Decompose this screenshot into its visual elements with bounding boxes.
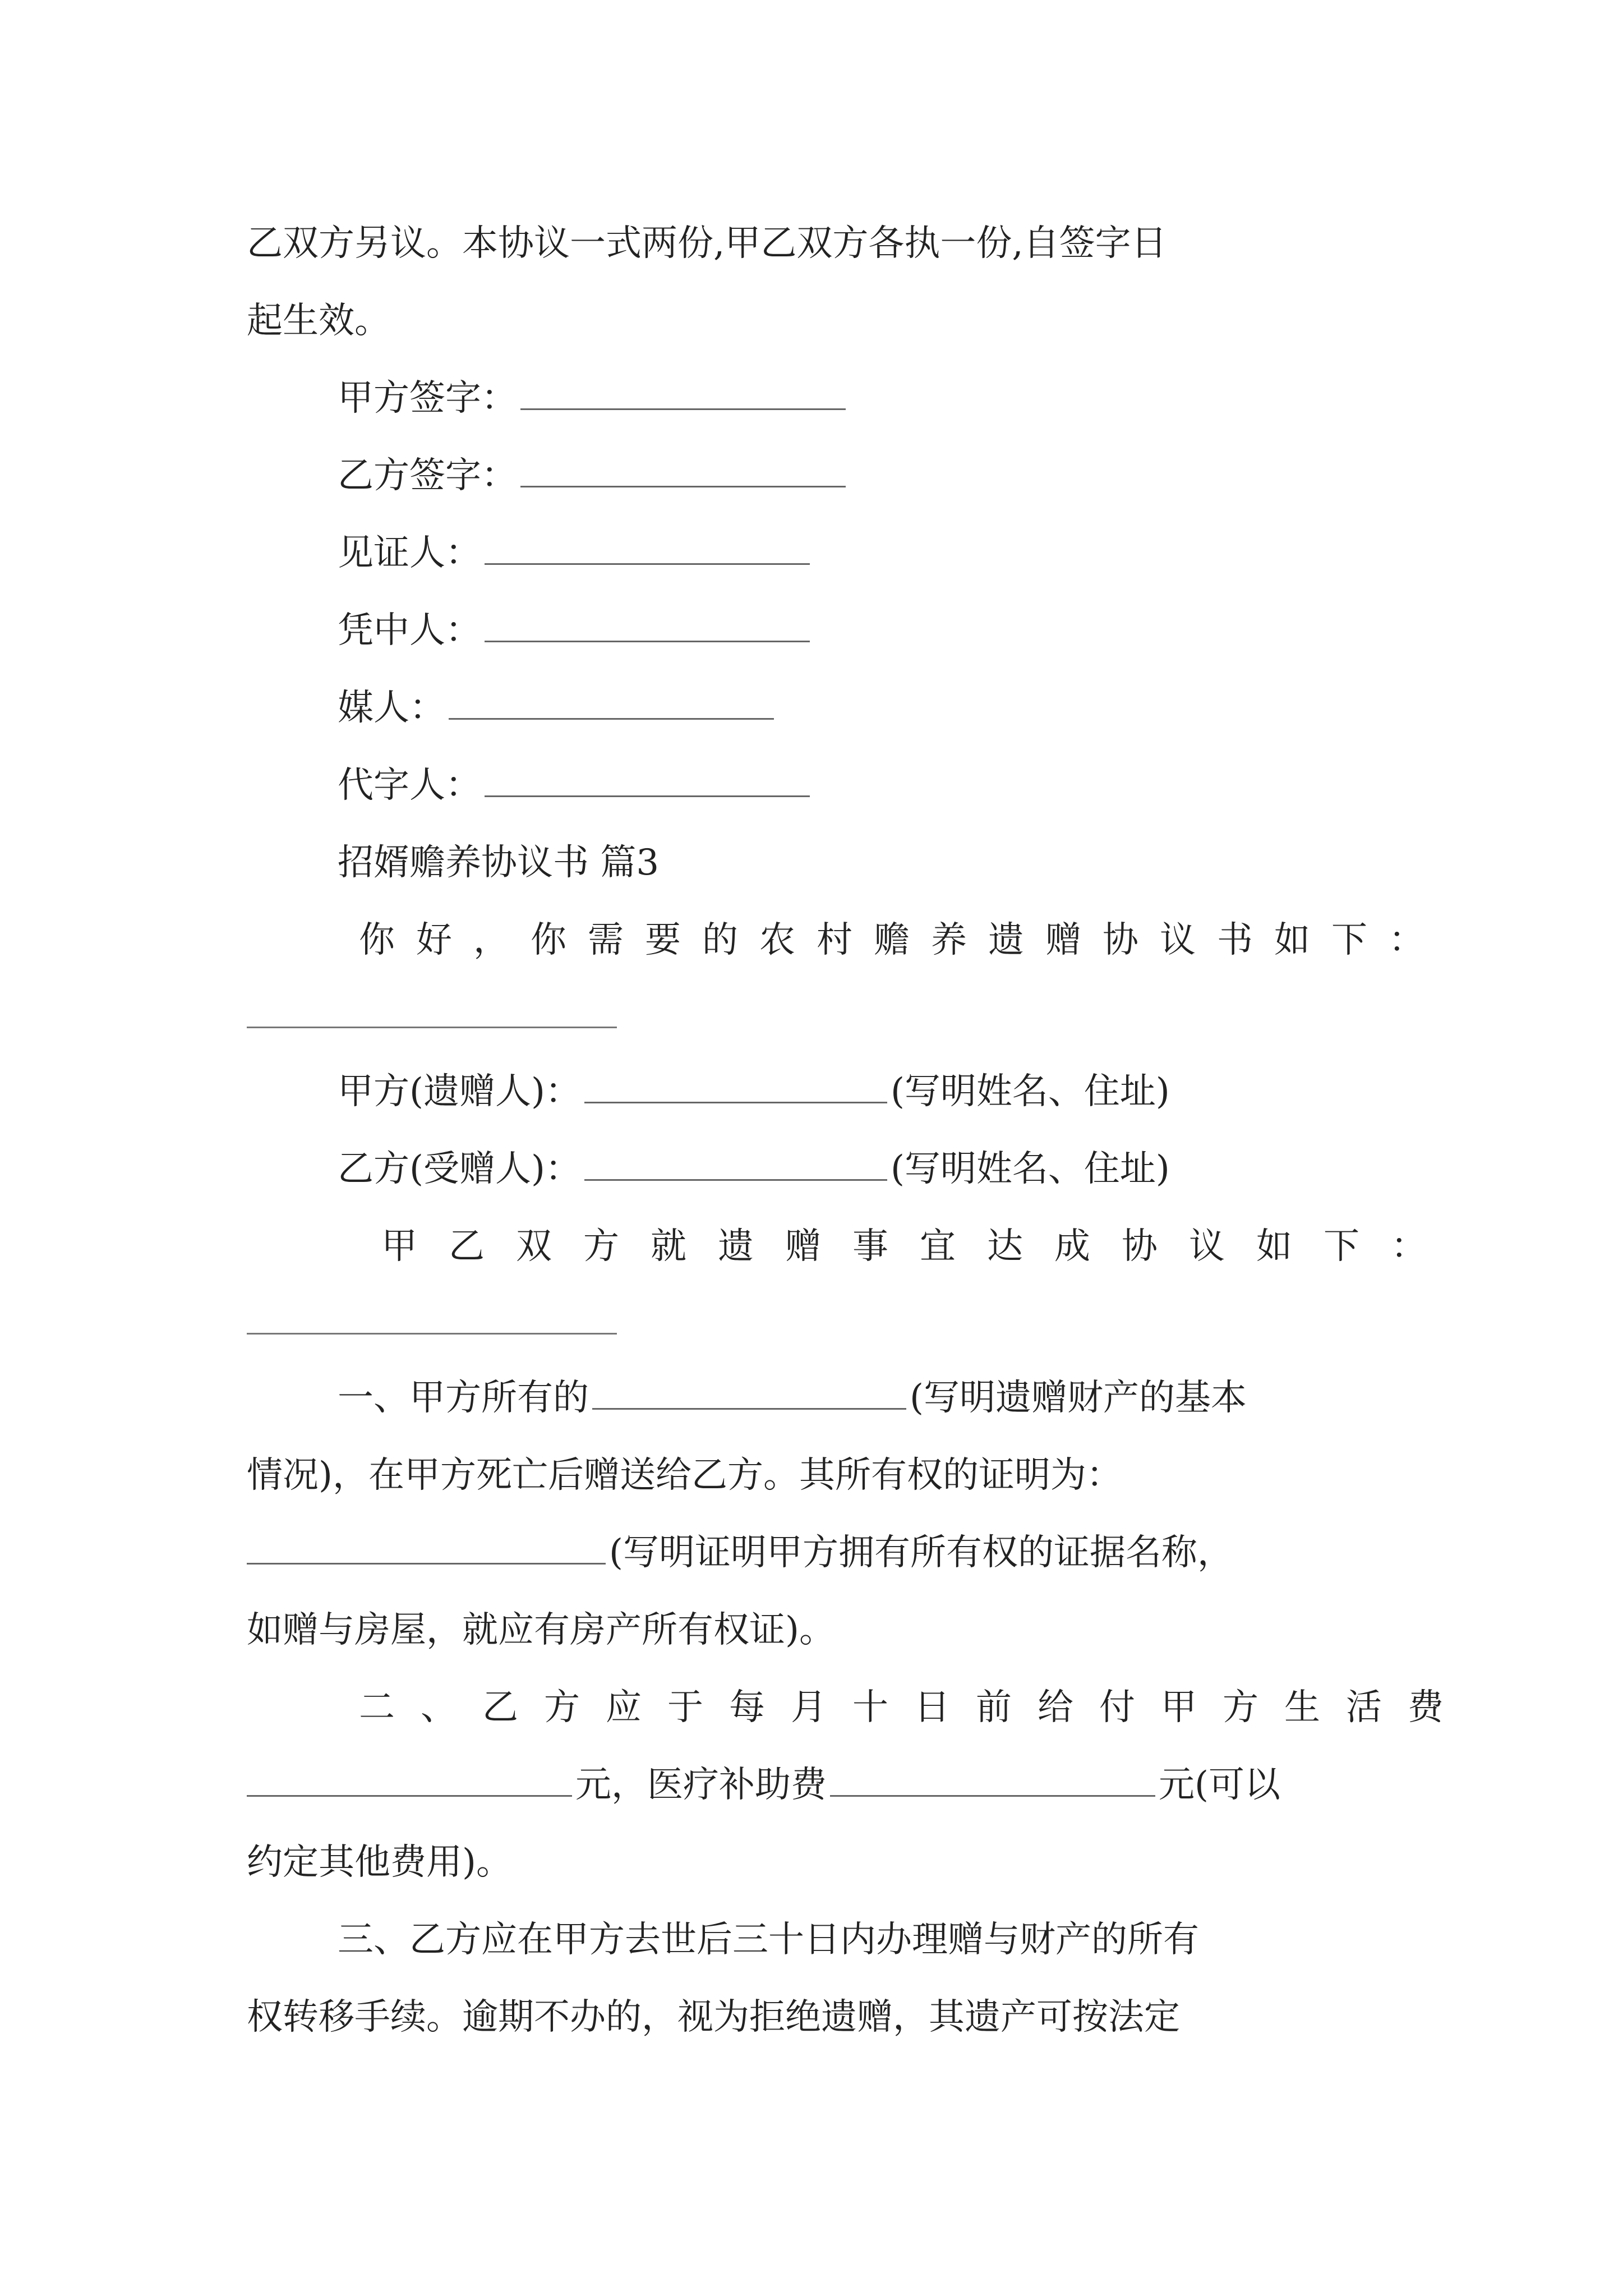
field-label: 凭中人： <box>338 610 481 651</box>
clause-text: 情况)，在甲方死亡后赠送给乙方。其所有权的证明为： <box>247 1455 1122 1496</box>
clause-1-line <box>247 1604 1623 1656</box>
field-note: (写明姓名、住址) <box>890 1071 1170 1112</box>
field-note: (写明姓名、住址) <box>890 1148 1170 1190</box>
blank-field[interactable] <box>485 531 810 565</box>
blank-field[interactable] <box>520 376 846 410</box>
clause-text: (写明证明甲方拥有所有权的证据名称， <box>609 1532 1233 1573</box>
blank-field[interactable] <box>830 1763 1155 1797</box>
guarantor-line <box>338 605 1623 656</box>
field-label: 媒人： <box>338 687 445 729</box>
clause-text: 元(可以 <box>1159 1764 1280 1806</box>
blank-field[interactable] <box>584 1069 887 1103</box>
clause-text: 一、甲方所有的 <box>338 1377 589 1419</box>
agreement-line <box>381 1221 1458 1272</box>
text-content: 起生效。 <box>247 300 390 342</box>
agreement-text: 甲乙双方就遗赠事宜达成协议如下： <box>381 1226 1458 1267</box>
scribe-line <box>338 760 1623 811</box>
blank-field[interactable] <box>449 685 774 720</box>
clause-text: 二、乙方应于每月十日前给付甲方生活费 <box>359 1687 1469 1728</box>
clause-3-line <box>247 1991 1623 2043</box>
blank-field[interactable] <box>520 453 846 487</box>
blank-rule[interactable] <box>247 1333 617 1335</box>
signature-line-party-a <box>338 372 1623 424</box>
blank-field[interactable] <box>247 1763 572 1797</box>
clause-2-line <box>247 1837 1623 1888</box>
clause-text: 约定其他费用)。 <box>247 1842 512 1883</box>
matchmaker-line <box>338 682 1623 734</box>
clause-1-line <box>338 1372 1623 1424</box>
text-content: 乙双方另议。本协议一式两份,甲乙双方各执一份,自签字日 <box>247 223 1167 264</box>
clause-2-line <box>359 1682 1469 1733</box>
witness-line <box>338 527 1623 579</box>
intro-text: 你好，你需要的农村赡养遗赠协议书如下： <box>359 919 1446 961</box>
field-label: 见证人： <box>338 532 481 574</box>
blank-field[interactable] <box>247 1530 606 1565</box>
blank-rule[interactable] <box>247 1027 617 1028</box>
field-label: 乙方(受赠人)： <box>338 1148 581 1190</box>
clause-1-line <box>247 1450 1623 1501</box>
text-line <box>247 295 1623 347</box>
clause-text: 如赠与房屋，就应有房产所有权证)。 <box>247 1609 835 1651</box>
clause-2-line <box>247 1759 1623 1811</box>
clause-text: (写明遗赠财产的基本 <box>910 1377 1247 1419</box>
clause-text: 元，医疗补助费 <box>575 1764 827 1806</box>
clause-text: 三、乙方应在甲方去世后三十日内办理赠与财产的所有 <box>338 1919 1199 1961</box>
text-line <box>247 218 1623 269</box>
blank-field[interactable] <box>485 608 810 642</box>
signature-line-party-b <box>338 450 1623 501</box>
field-label: 代字人： <box>338 765 481 806</box>
blank-field[interactable] <box>592 1375 906 1410</box>
field-label: 乙方签字： <box>338 455 517 496</box>
blank-field[interactable] <box>584 1147 887 1181</box>
section-heading <box>338 837 1623 889</box>
heading-text: 招婿赡养协议书 篇3 <box>338 842 660 884</box>
clause-3-line <box>338 1914 1623 1966</box>
blank-field[interactable] <box>485 763 810 797</box>
field-label: 甲方(遗赠人)： <box>338 1071 581 1112</box>
party-a-line <box>338 1066 1623 1117</box>
clause-text: 权转移手续。逾期不办的，视为拒绝遗赠，其遗产可按法定 <box>247 1996 1180 2038</box>
field-label: 甲方签字： <box>338 378 517 419</box>
party-b-line <box>338 1143 1623 1195</box>
clause-1-line <box>247 1527 1623 1579</box>
intro-line <box>359 914 1446 966</box>
